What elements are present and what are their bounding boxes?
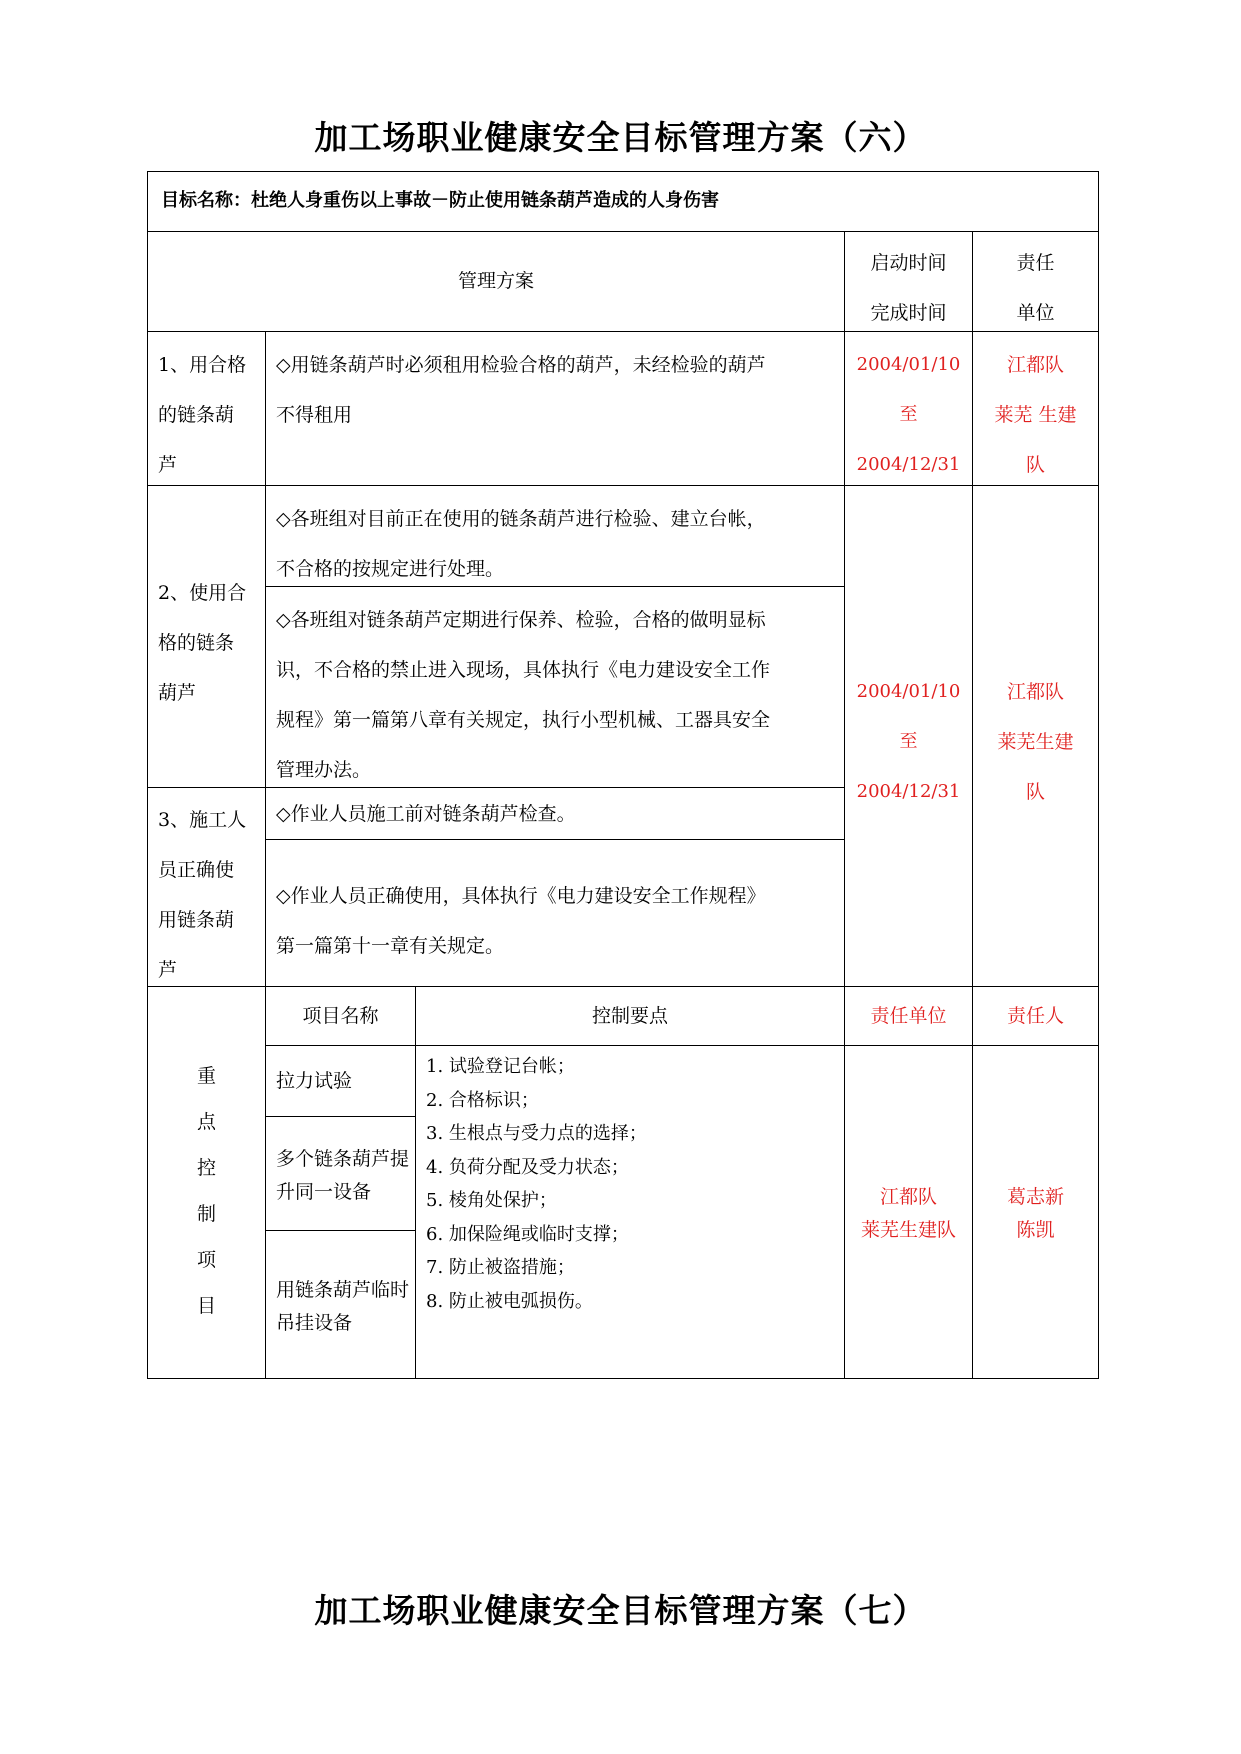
item-2-measure-1 [276, 494, 841, 594]
item-1-measure [276, 340, 841, 440]
text-line: 队 [1025, 781, 1045, 803]
hline [265, 839, 845, 840]
key-control-label [148, 1053, 265, 1329]
text-line: 队 [1025, 454, 1045, 476]
text-line: 莱芜生建 [997, 731, 1074, 753]
control-point: 6. 加保险绳或临时支撑； [426, 1223, 629, 1245]
hline [147, 1378, 1099, 1379]
text-line: 制 [196, 1203, 216, 1225]
control-point: 8. 防止被电弧损伤。 [426, 1290, 593, 1312]
text-line: 葫芦 [158, 682, 197, 704]
page-title: 加工场职业健康安全目标管理方案（六） [314, 118, 927, 157]
text-line: 规程》第一篇第八章有关规定，执行小型机械、工器具安全 [276, 709, 771, 731]
text-line: 3、施工人 [158, 809, 247, 831]
item-1-period [845, 340, 972, 490]
col-resp-person: 责任人 [1006, 1005, 1064, 1027]
text-line: 芦 [158, 454, 178, 476]
text-line: 江都队 [879, 1186, 937, 1208]
text-line: 2004/01/10 [856, 681, 961, 702]
text-line: 目 [196, 1295, 216, 1317]
text-line: 识，不合格的禁止进入现场，具体执行《电力建设安全工作 [276, 659, 771, 681]
control-item-1: 拉力试验 [276, 1070, 353, 1092]
text-line: 第一篇第十一章有关规定。 [276, 935, 505, 957]
control-resp-person [973, 1181, 1098, 1247]
shared-unit [973, 667, 1098, 817]
text-line: 至 [899, 404, 918, 425]
text-line: 至 [899, 731, 918, 752]
col-resp-unit: 责任单位 [870, 1005, 947, 1027]
text-line: 2、使用合 [158, 582, 247, 604]
item-1-name [158, 340, 263, 490]
control-point: 3. 生根点与受力点的选择； [426, 1123, 647, 1144]
shared-period [845, 667, 972, 817]
vline [265, 331, 266, 1378]
control-item-3: 用链条葫芦临时吊挂设备 [276, 1279, 410, 1334]
text-line: ◇用链条葫芦时必须租用检验合格的葫芦，未经检验的葫芦 [276, 354, 766, 376]
text-line: 江都队 [1006, 681, 1064, 703]
text-line: ◇各班组对目前正在使用的链条葫芦进行检验、建立台帐， [276, 508, 766, 530]
text-line: 用链条葫 [158, 909, 235, 931]
header-resp-unit-line1: 责任 [1016, 252, 1055, 274]
control-point: 2. 合格标识； [426, 1089, 539, 1111]
header-start-time: 启动时间 [870, 252, 947, 274]
text-line: ◇作业人员正确使用，具体执行《电力建设安全工作规程》 [276, 885, 766, 907]
vline [415, 986, 416, 1378]
control-point: 5. 棱角处保护； [426, 1190, 557, 1211]
text-line: ◇各班组对链条葫芦定期进行保养、检验，合格的做明显标 [276, 609, 766, 631]
text-line: 的链条葫 [158, 404, 235, 426]
header-scheme: 管理方案 [457, 270, 534, 292]
control-points-list [426, 1050, 836, 1318]
control-point: 1. 试验登记台帐； [426, 1056, 575, 1077]
control-point: 7. 防止被盗措施； [426, 1257, 575, 1278]
hline [147, 231, 1099, 232]
item-2-name [158, 568, 263, 718]
text-line: 陈凯 [1016, 1219, 1055, 1241]
control-resp-unit [845, 1181, 972, 1247]
col-control-points: 控制要点 [591, 1005, 668, 1027]
text-line: 芦 [158, 959, 178, 981]
text-line: 格的链条 [158, 632, 235, 654]
hline [265, 1116, 415, 1117]
text-line: 莱芜生建队 [860, 1219, 956, 1241]
text-line: 不得租用 [276, 404, 353, 426]
next-page-title: 加工场职业健康安全目标管理方案（七） [314, 1591, 927, 1630]
target-name: 目标名称：杜绝人身重伤以上事故－防止使用链条葫芦造成的人身伤害 [161, 190, 719, 211]
text-line: ◇作业人员施工前对链条葫芦检查。 [276, 803, 576, 825]
item-3-measure-2 [276, 871, 841, 971]
text-line: 莱芜 生建 [994, 404, 1077, 426]
text-line: 重 [196, 1065, 216, 1087]
vline [1098, 171, 1099, 1379]
text-line: 江都队 [1006, 354, 1064, 376]
text-line: 点 [196, 1111, 216, 1133]
text-line: 2004/01/10 [856, 354, 961, 375]
item-3-name [158, 795, 263, 995]
text-line: 1、用合格 [158, 354, 247, 376]
text-line: 项 [196, 1249, 216, 1271]
item-2-measure-2 [276, 595, 841, 795]
hline [265, 1230, 415, 1231]
text-line: 不合格的按规定进行处理。 [276, 558, 505, 580]
item-3-measure-1 [276, 789, 841, 839]
hline [147, 986, 1099, 987]
hline [265, 1045, 1099, 1046]
text-line: 管理办法。 [276, 759, 372, 781]
header-end-time: 完成时间 [870, 302, 947, 324]
text-line: 2004/12/31 [856, 781, 961, 802]
hline [147, 171, 1099, 172]
text-line: 葛志新 [1006, 1186, 1064, 1208]
col-item-name: 项目名称 [302, 1005, 379, 1027]
item-1-unit [973, 340, 1098, 490]
text-line: 2004/12/31 [856, 454, 961, 475]
control-item-2: 多个链条葫芦提升同一设备 [276, 1148, 410, 1203]
header-resp-unit-line2: 单位 [1016, 302, 1055, 324]
text-line: 员正确使 [158, 859, 235, 881]
text-line: 控 [196, 1157, 216, 1179]
control-point: 4. 负荷分配及受力状态； [426, 1156, 629, 1178]
